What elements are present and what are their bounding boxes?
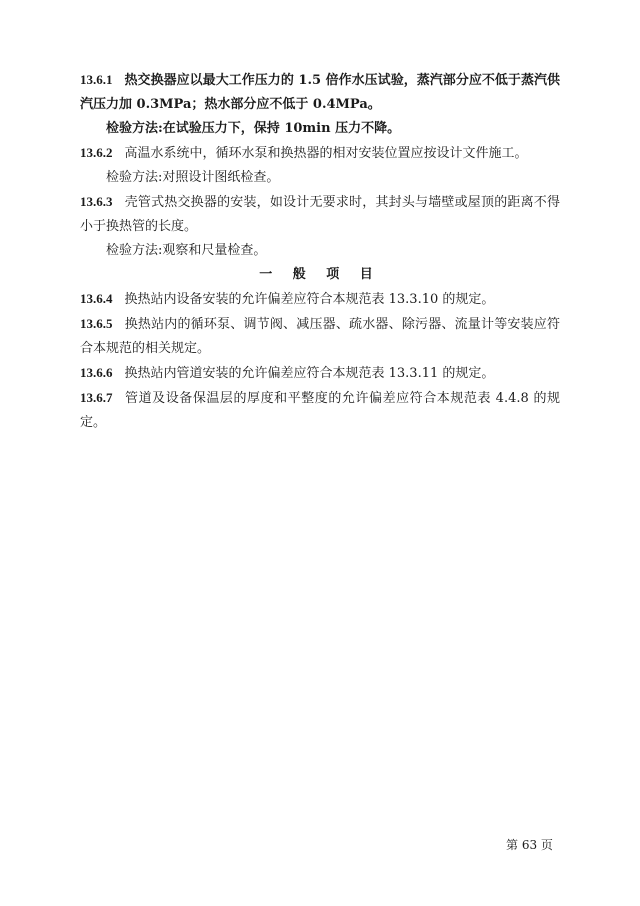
clause-13-6-4 <box>80 287 560 312</box>
clause-number: 13.6.2 <box>80 145 113 160</box>
document-body <box>80 68 560 435</box>
clause-text: 换热站内管道安装的允许偏差应符合本规范表 13.3.11 的规定。 <box>124 366 495 381</box>
inspection-method: 检验方法:在试验压力下，保持 10min 压力不降。 <box>106 121 401 136</box>
clause-number: 13.6.6 <box>80 365 113 380</box>
clause-13-6-2 <box>80 141 560 166</box>
page-number: 第 63 页 <box>506 838 553 852</box>
clause-text: 壳管式热交换器的安装，如设计无要求时，其封头与墙壁或屋顶的距离不得小于换热管的长度。 <box>80 195 560 234</box>
inspection-method: 检验方法:对照设计图纸检查。 <box>106 170 280 185</box>
clause-number: 13.6.4 <box>80 291 113 306</box>
clause-number: 13.6.7 <box>80 390 113 405</box>
clause-13-6-6 <box>80 361 560 386</box>
clause-13-6-1 <box>80 68 560 117</box>
clause-text: 高温水系统中，循环水泵和换热器的相对安装位置应按设计文件施工。 <box>124 146 528 161</box>
clause-13-6-5 <box>80 312 560 361</box>
clause-number: 13.6.1 <box>80 72 113 87</box>
clause-13-6-3 <box>80 190 560 239</box>
clause-13-6-7 <box>80 386 560 435</box>
clause-number: 13.6.3 <box>80 194 113 209</box>
clause-number: 13.6.5 <box>80 316 113 331</box>
clause-text: 热交换器应以最大工作压力的 1.5 倍作水压试验，蒸汽部分应不低于蒸汽供汽压力加 0.3MPa；热水部分应不低于 0.4MPa。 <box>80 73 560 112</box>
clause-text: 管道及设备保温层的厚度和平整度的允许偏差应符合本规范表 4.4.8 的规定。 <box>80 391 560 430</box>
clause-text: 换热站内设备安装的允许偏差应符合本规范表 13.3.10 的规定。 <box>124 292 495 307</box>
section-title-general: 一 般 项 目 <box>259 267 381 282</box>
clause-text: 换热站内的循环泵、调节阀、减压器、疏水器、除污器、流量计等安装应符合本规范的相关规定。 <box>80 317 560 356</box>
inspection-method: 检验方法:观察和尺量检查。 <box>106 243 267 258</box>
